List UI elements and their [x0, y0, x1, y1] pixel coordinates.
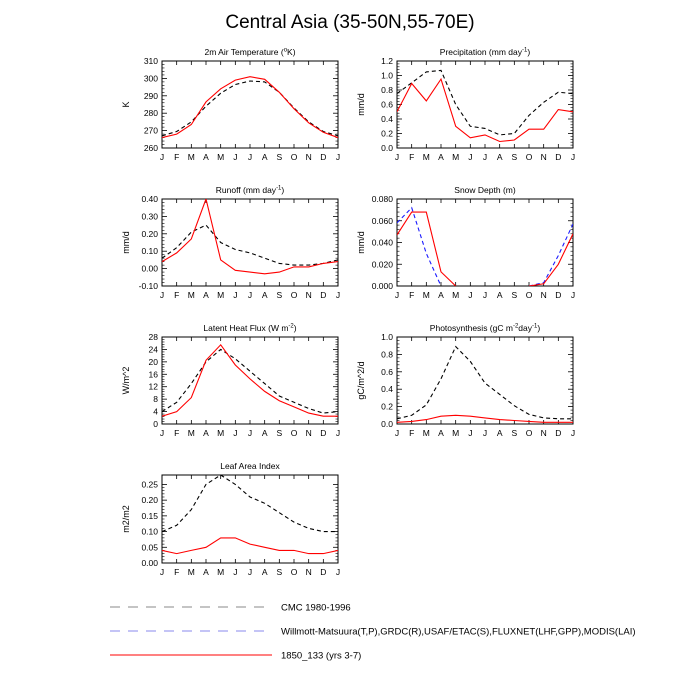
x-tick-label: O	[290, 567, 298, 577]
y-tick-label: 0.30	[141, 211, 158, 222]
x-tick-label: J	[570, 152, 576, 162]
series-line-model	[529, 234, 573, 286]
x-tick-label: O	[525, 428, 533, 438]
x-tick-label: M	[452, 290, 460, 300]
x-tick-label: F	[409, 428, 415, 438]
figure-title: Central Asia (35-50N,55-70E)	[225, 12, 475, 33]
series-line-cmc	[162, 225, 338, 265]
x-tick-label: S	[276, 428, 283, 438]
y-axis-label: m2/m2	[121, 505, 131, 533]
x-tick-label: M	[422, 152, 430, 162]
x-tick-label: D	[320, 152, 327, 162]
x-tick-label: A	[496, 428, 503, 438]
x-tick-label: A	[203, 152, 209, 162]
x-tick-label: F	[409, 290, 415, 300]
x-tick-label: J	[335, 152, 341, 162]
y-tick-label: 0.6	[381, 99, 393, 110]
x-tick-label: S	[511, 428, 518, 438]
x-tick-label: A	[261, 428, 268, 438]
y-tick-label: 300	[143, 73, 158, 84]
x-tick-label: O	[290, 152, 298, 162]
x-tick-label: J	[468, 290, 473, 300]
x-tick-label: J	[482, 290, 488, 300]
x-tick-label: N	[305, 567, 312, 577]
y-tick-label: 0.6	[381, 366, 393, 377]
y-axis-label: W/m^2	[121, 366, 131, 395]
y-tick-label: -0.10	[138, 281, 158, 291]
y-tick-label: 270	[143, 125, 158, 136]
x-tick-label: O	[525, 290, 533, 300]
y-tick-label: 0.10	[141, 246, 158, 257]
x-tick-label: D	[555, 290, 562, 300]
y-tick-label: 0.0	[381, 143, 393, 153]
y-tick-label: 1.0	[381, 332, 393, 342]
y-tick-label: 0.00	[141, 558, 158, 568]
x-tick-label: J	[233, 428, 238, 438]
y-tick-label: 20	[148, 356, 158, 367]
x-tick-label: J	[233, 567, 238, 577]
y-axis-label: gC/m^2/d	[356, 361, 366, 400]
x-tick-label: A	[203, 290, 209, 300]
y-axis-label: mm/d	[356, 93, 366, 116]
x-tick-label: J	[482, 152, 488, 162]
x-tick-label: N	[540, 152, 547, 162]
y-tick-label: 0.40	[141, 194, 158, 204]
x-tick-label: F	[174, 567, 180, 577]
x-tick-label: N	[540, 290, 547, 300]
y-tick-label: 0.060	[371, 215, 393, 226]
y-tick-label: 8	[153, 394, 158, 405]
x-tick-label: J	[159, 428, 165, 438]
x-tick-label: S	[276, 152, 283, 162]
series-line-cmc	[162, 349, 338, 413]
x-tick-label: J	[482, 428, 488, 438]
y-axis-label: K	[121, 101, 131, 108]
x-tick-label: D	[555, 428, 562, 438]
x-tick-label: A	[438, 290, 444, 300]
x-tick-label: S	[276, 290, 283, 300]
x-tick-label: O	[290, 290, 298, 300]
series-line-model	[162, 345, 338, 416]
y-tick-label: 0.00	[141, 263, 158, 274]
plot-frame	[397, 61, 573, 148]
x-tick-label: O	[290, 428, 298, 438]
series-line-cmc	[162, 81, 338, 136]
x-tick-label: J	[468, 152, 473, 162]
y-tick-label: 1.2	[381, 56, 393, 66]
y-tick-label: 0	[153, 419, 158, 429]
x-tick-label: M	[187, 428, 195, 438]
x-tick-label: J	[394, 290, 400, 300]
y-tick-label: 0.20	[141, 495, 158, 506]
x-tick-label: M	[217, 567, 225, 577]
chart-panel-4	[356, 185, 575, 300]
y-tick-label: 0.20	[141, 228, 158, 239]
y-tick-label: 24	[148, 344, 158, 355]
x-tick-label: S	[511, 290, 518, 300]
plot-frame	[162, 475, 338, 563]
x-tick-label: M	[452, 428, 460, 438]
y-tick-label: 0.05	[141, 542, 158, 553]
x-tick-label: N	[540, 428, 547, 438]
x-tick-label: D	[320, 428, 327, 438]
y-tick-label: 0.8	[381, 85, 393, 95]
x-tick-label: A	[261, 567, 268, 577]
x-tick-label: M	[187, 290, 195, 300]
y-tick-label: 0.8	[381, 349, 393, 360]
x-tick-label: D	[320, 290, 327, 300]
x-tick-label: A	[203, 428, 209, 438]
x-tick-label: A	[496, 290, 503, 300]
plot-frame	[397, 337, 573, 424]
x-tick-label: J	[247, 152, 253, 162]
x-tick-label: A	[261, 152, 268, 162]
series-line-obs	[397, 208, 441, 286]
x-tick-label: D	[320, 567, 327, 577]
plot-frame	[162, 337, 338, 424]
y-tick-label: 0.0	[381, 419, 393, 429]
x-tick-label: D	[555, 152, 562, 162]
y-axis-label: mm/d	[121, 231, 131, 254]
legend-label: 1850_133 (yrs 3-7)	[281, 650, 362, 662]
y-tick-label: 0.4	[381, 384, 393, 395]
y-tick-label: 260	[143, 143, 158, 153]
x-tick-label: N	[305, 428, 312, 438]
y-tick-label: 0.4	[381, 114, 393, 124]
x-tick-label: J	[394, 152, 400, 162]
x-tick-label: M	[422, 428, 430, 438]
x-tick-label: J	[570, 428, 576, 438]
panel-title: Runoff (mm day$^{-1}$)	[215, 185, 285, 195]
x-tick-label: J	[335, 290, 341, 300]
x-tick-label: J	[335, 428, 341, 438]
series-line-model	[397, 79, 573, 141]
panel-title: 2m Air Temperature ($^o$K)	[204, 47, 296, 57]
chart-panel-2	[356, 47, 575, 162]
y-tick-label: 1.0	[381, 70, 393, 81]
panel-title: Snow Depth (m)	[454, 185, 516, 195]
y-tick-label: 290	[143, 90, 158, 101]
x-tick-label: M	[187, 567, 195, 577]
legend-label: Willmott-Matsuura(T,P),GRDC(R),USAF/ETAC(S),FLUXNET(LHF,GPP),MODIS(LAI)	[281, 626, 636, 638]
x-tick-label: J	[159, 152, 165, 162]
x-tick-label: J	[159, 567, 165, 577]
x-tick-label: O	[525, 152, 533, 162]
chart-panel-1	[121, 47, 340, 162]
plot-frame	[162, 61, 338, 148]
x-tick-label: M	[187, 152, 195, 162]
y-axis-label: mm/d	[356, 231, 366, 254]
y-tick-label: 28	[148, 332, 158, 342]
y-tick-label: 310	[143, 56, 158, 66]
panel-title: Leaf Area Index	[220, 461, 280, 471]
x-tick-label: J	[335, 567, 341, 577]
x-tick-label: J	[233, 152, 238, 162]
plot-frame	[397, 199, 573, 286]
x-tick-label: A	[496, 152, 503, 162]
y-tick-label: 16	[148, 369, 158, 380]
series-line-model	[397, 212, 456, 286]
panel-title: Latent Heat Flux (W $m^{-2}$)	[203, 323, 297, 333]
y-tick-label: 0.020	[371, 259, 393, 270]
x-tick-label: A	[438, 428, 444, 438]
y-tick-label: 12	[148, 381, 158, 392]
x-tick-label: A	[261, 290, 268, 300]
x-tick-label: N	[305, 152, 312, 162]
x-tick-label: M	[452, 152, 460, 162]
y-tick-label: 0.25	[141, 479, 158, 490]
x-tick-label: F	[174, 290, 180, 300]
x-tick-label: A	[438, 152, 444, 162]
series-line-cmc	[397, 70, 573, 134]
series-line-obs	[529, 224, 573, 286]
y-tick-label: 4	[153, 406, 158, 417]
x-tick-label: M	[217, 290, 225, 300]
x-tick-label: M	[217, 428, 225, 438]
y-tick-label: 280	[143, 108, 158, 119]
panel-title: Precipitation (mm day$^{-1}$)	[439, 47, 531, 57]
y-tick-label: 0.2	[381, 128, 393, 139]
x-tick-label: M	[422, 290, 430, 300]
x-tick-label: A	[203, 567, 209, 577]
x-tick-label: J	[468, 428, 473, 438]
chart-panel-6	[356, 323, 575, 438]
series-line-cmc	[162, 475, 338, 532]
x-tick-label: S	[276, 567, 283, 577]
x-tick-label: M	[217, 152, 225, 162]
y-tick-label: 0.040	[371, 237, 393, 248]
x-tick-label: J	[570, 290, 576, 300]
series-line-model	[162, 199, 338, 274]
x-tick-label: J	[247, 567, 253, 577]
chart-panel-7	[121, 461, 340, 577]
y-tick-label: 0.2	[381, 401, 393, 412]
series-line-model	[397, 415, 573, 422]
x-tick-label: J	[247, 290, 253, 300]
y-tick-label: 0.10	[141, 526, 158, 537]
x-tick-label: J	[394, 428, 400, 438]
x-tick-label: N	[305, 290, 312, 300]
legend-label: CMC 1980-1996	[281, 602, 351, 614]
y-tick-label: 0.15	[141, 510, 158, 521]
series-line-model	[162, 538, 338, 554]
panel-title: Photosynthesis (gC $m^{-2}day^{-1}$)	[429, 323, 541, 333]
series-line-model	[162, 77, 338, 138]
y-tick-label: 0.080	[371, 194, 393, 204]
x-tick-label: J	[247, 428, 253, 438]
x-tick-label: J	[233, 290, 238, 300]
chart-panel-3	[121, 185, 340, 300]
x-tick-label: J	[159, 290, 165, 300]
y-tick-label: 0.000	[371, 281, 393, 291]
x-tick-label: S	[511, 152, 518, 162]
x-tick-label: F	[174, 152, 180, 162]
series-line-cmc	[397, 347, 573, 419]
plot-frame	[162, 199, 338, 286]
x-tick-label: F	[409, 152, 415, 162]
chart-panel-5	[121, 323, 340, 438]
x-tick-label: F	[174, 428, 180, 438]
